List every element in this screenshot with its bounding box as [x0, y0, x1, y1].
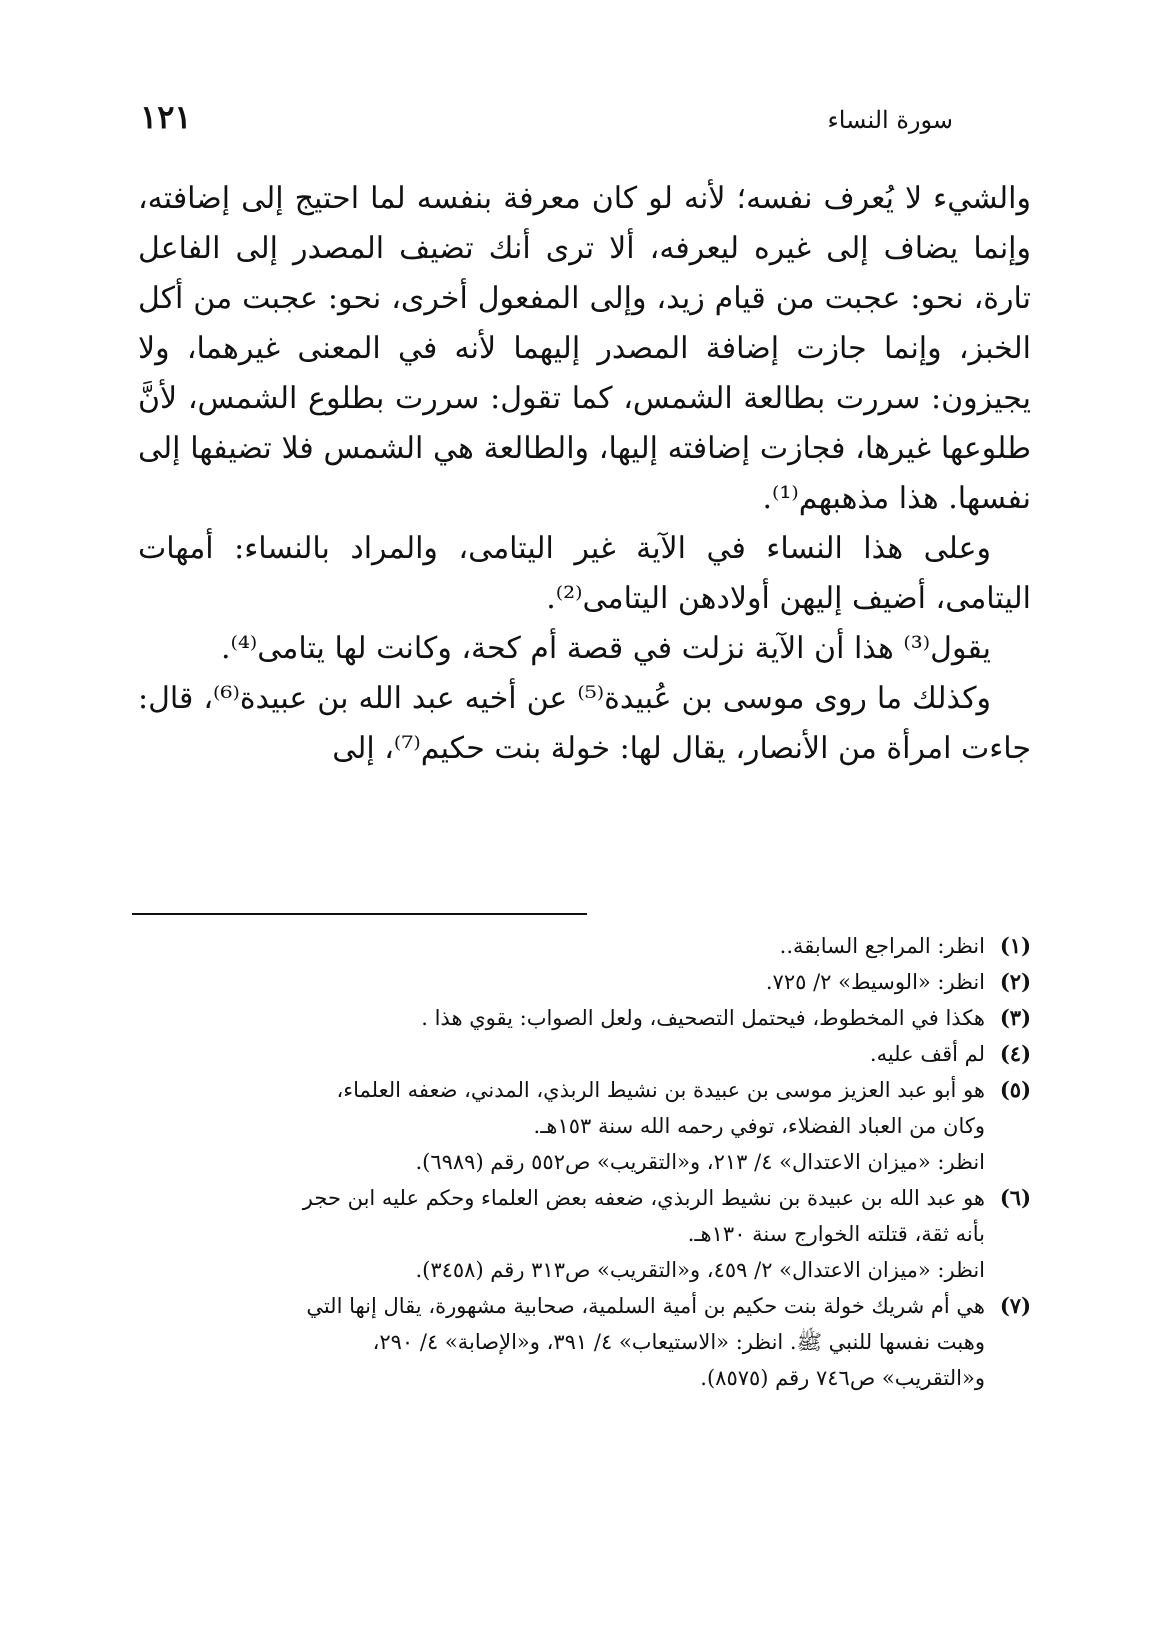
footnote [138, 964, 1031, 1000]
footnote-line: بأنه ثقة، قتلته الخوارج سنة ١٣٠هـ. [687, 1222, 985, 1246]
paragraph: يقول⁽³⁾ هذا أن الآية نزلت في قصة أم كحة، وكانت لها يتامى⁽⁴⁾. [220, 631, 991, 666]
footnote-number: (١) [999, 933, 1031, 958]
footnote-line: هكذا في المخطوط، فيحتمل التصحيف، ولعل الصواب: يقوي هذا . [421, 1006, 985, 1030]
footnote-number: (٦) [999, 1185, 1031, 1210]
footnote-separator [132, 913, 587, 915]
footnote-text [138, 1000, 985, 1036]
footnote-text [138, 1180, 985, 1288]
footnote-number: (٣) [999, 1005, 1031, 1030]
footnote-number: (٥) [999, 1077, 1031, 1102]
footnote-line: انظر: المراجع السابقة.. [779, 934, 985, 958]
footnote [138, 1036, 1031, 1072]
footnotes [138, 928, 1031, 1396]
page-number: ١٢١ [140, 98, 192, 136]
footnote-line: هو عبد الله بن عبيدة بن نشيط الربذي، ضعفه بعض العلماء وحكم عليه ابن حجر [302, 1186, 985, 1210]
paragraph: وكذلك ما روى موسى بن عُبيدة⁽⁵⁾ عن أخيه عبد الله بن عبيدة⁽⁶⁾، قال: جاءت امرأة من الأنصار، يقال لها: خولة بنت حكيم⁽⁷⁾، إلى [138, 681, 1031, 766]
footnote-number: (٢) [999, 969, 1031, 994]
footnote-text [138, 1288, 985, 1396]
footnote-text [138, 1036, 985, 1072]
footnote-line: هو أبو عبد العزيز موسى بن عبيدة بن نشيط الربذي، المدني، ضعفه العلماء، [336, 1078, 985, 1102]
footnote [138, 1180, 1031, 1288]
footnote-text [138, 1072, 985, 1180]
footnote [138, 1288, 1031, 1396]
paragraph: والشيء لا يُعرف نفسه؛ لأنه لو كان معرفة بنفسه لما احتيج إلى إضافته، وإنما يضاف إلى غيره ليعرفه، ألا ترى أنك تضيف المصدر إلى الفاعل تارة، نحو: عجبت من قيام زيد، وإلى المفعول أخرى، نحو: عجبت من أكل الخبز، وإنما جازت إضافة المصدر إليهما لأنه في المعنى غيرهما، ولا يجيزون: سررت بطالعة الشمس، كما تقول: سررت بطلوع الشمس، لأنَّ طلوعها غيرها، فجازت إضافته إليها، والطالعة هي الشمس فلا تضيفها إلى نفسها. هذا مذهبهم⁽¹⁾. [138, 181, 1031, 516]
footnote-number: (٧) [999, 1293, 1031, 1318]
footnote-line: انظر: «ميزان الاعتدال» ٢/ ٤٥٩، و«التقريب» ص٣١٣ رقم (٣٤٥٨). [415, 1258, 985, 1282]
footnote-line: انظر: «الوسيط» ٢/ ٧٢٥. [765, 970, 985, 994]
main-text [138, 174, 1031, 774]
footnote-text [138, 928, 985, 964]
running-title: سورة النساء [827, 106, 953, 134]
footnote-text [138, 964, 985, 1000]
footnote [138, 1000, 1031, 1036]
paragraph: وعلى هذا النساء في الآية غير اليتامى، والمراد بالنساء: أمهات اليتامى، أضيف إليهن أولادهن اليتامى⁽²⁾. [138, 531, 1031, 616]
footnote-number: (٤) [999, 1041, 1031, 1066]
footnote-line: لم أقف عليه. [869, 1042, 985, 1066]
footnote-line: و«التقريب» ص٧٤٦ رقم (٨٥٧٥). [700, 1366, 985, 1390]
footnote-line: انظر: «ميزان الاعتدال» ٤/ ٢١٣، و«التقريب» ص٥٥٢ رقم (٦٩٨٩). [415, 1150, 985, 1174]
footnote-line: هي أم شريك خولة بنت حكيم بن أمية السلمية، صحابية مشهورة، يقال إنها التي [306, 1294, 985, 1318]
footnote [138, 1072, 1031, 1180]
footnote-line: وكان من العباد الفضلاء، توفي رحمه الله سنة ١٥٣هـ. [533, 1114, 985, 1138]
footnote-line: وهبت نفسها للنبي ﷺ. انظر: «الاستيعاب» ٤/ ٣٩١، و«الإصابة» ٤/ ٢٩٠، [372, 1330, 985, 1354]
footnote [138, 928, 1031, 964]
